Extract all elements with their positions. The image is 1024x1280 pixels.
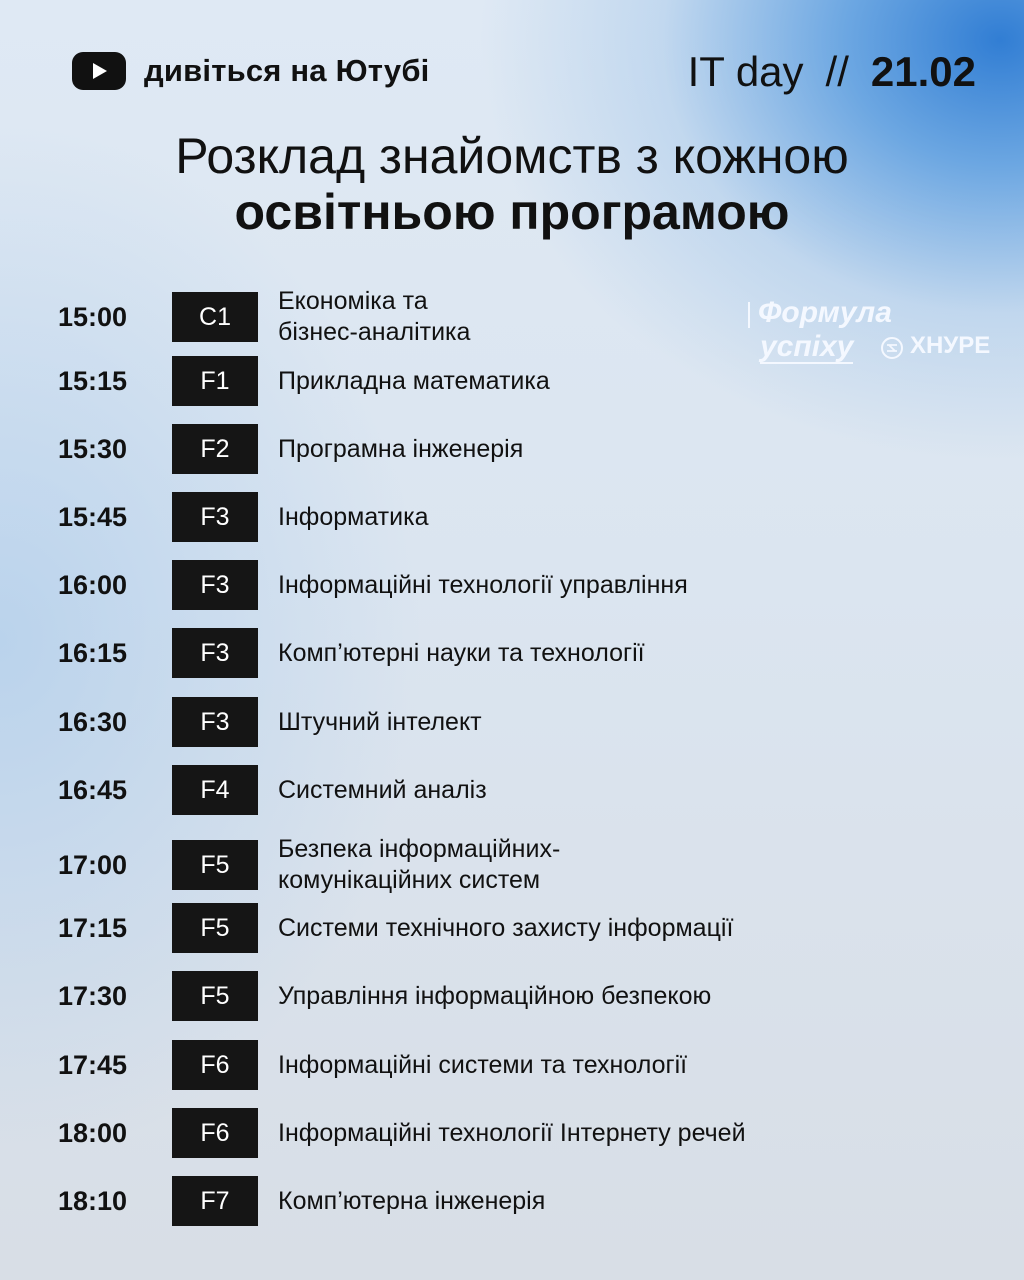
- schedule-time: 16:30: [58, 706, 128, 737]
- schedule-time: 15:00: [58, 301, 128, 332]
- schedule-time: 17:30: [58, 980, 128, 1011]
- schedule-time: 18:00: [58, 1117, 128, 1148]
- schedule-row: [58, 628, 958, 678]
- program-name-line: Прикладна математика: [278, 366, 550, 395]
- program-name-line: Інформаційні системи та технології: [278, 1050, 688, 1079]
- page-title: [0, 128, 1024, 240]
- schedule-time: 16:00: [58, 569, 128, 600]
- program-code-badge: F2: [172, 424, 258, 474]
- title-line-1: Розклад знайомств з кожною: [175, 128, 849, 184]
- schedule-time: 15:30: [58, 433, 128, 464]
- program-name: [278, 707, 482, 738]
- logo-word-2: успіху: [760, 330, 854, 363]
- program-name: [278, 502, 428, 533]
- program-name: [278, 1050, 687, 1081]
- schedule-row: [58, 356, 958, 406]
- schedule-row: [58, 834, 958, 896]
- program-name-line: Комп’ютерна інженерія: [278, 1186, 546, 1215]
- schedule-row: [58, 1108, 958, 1158]
- program-name: [278, 366, 550, 397]
- program-name-line: Інформатика: [278, 502, 429, 531]
- program-code-badge: C1: [172, 292, 258, 342]
- schedule-time: 17:15: [58, 912, 128, 943]
- program-name-line: Інформаційні технології Інтернету речей: [278, 1118, 746, 1147]
- program-name-line: Програмна інженерія: [278, 434, 524, 463]
- program-name: [278, 638, 645, 669]
- program-name: [278, 286, 470, 348]
- schedule-time: 17:45: [58, 1049, 128, 1080]
- schedule-row: [58, 903, 958, 953]
- program-name-line: Управління інформаційною безпекою: [278, 981, 712, 1010]
- schedule-row: [58, 971, 958, 1021]
- schedule-row: [58, 560, 958, 610]
- program-code-badge: F6: [172, 1040, 258, 1090]
- event-date: 21.02: [870, 48, 976, 95]
- logo-university: ХНУРЕ: [910, 332, 991, 359]
- event-separator: //: [825, 48, 849, 95]
- schedule-row: [58, 1040, 958, 1090]
- program-name-line: Штучний інтелект: [278, 707, 482, 736]
- program-code-badge: F1: [172, 356, 258, 406]
- program-name: [278, 570, 688, 601]
- schedule-row: [58, 697, 958, 747]
- program-code-badge: F5: [172, 903, 258, 953]
- program-code-badge: F3: [172, 560, 258, 610]
- schedule-row: [58, 492, 958, 542]
- program-name: [278, 775, 487, 806]
- youtube-icon: [72, 52, 126, 90]
- schedule-time: 16:45: [58, 774, 128, 805]
- program-code-badge: F6: [172, 1108, 258, 1158]
- program-code-badge: F3: [172, 628, 258, 678]
- program-code-badge: F4: [172, 765, 258, 815]
- event-name: IT day: [687, 48, 804, 95]
- program-name: [278, 434, 523, 465]
- program-name-line: Безпека інформаційних-: [278, 835, 561, 863]
- program-code-badge: F5: [172, 840, 258, 890]
- program-name-line: комунікаційних систем: [278, 866, 541, 894]
- program-name-line: Системний аналіз: [278, 775, 487, 804]
- program-name: [278, 834, 560, 896]
- schedule-time: 18:10: [58, 1185, 128, 1216]
- program-name-line: Економіка та: [278, 287, 428, 315]
- program-code-badge: F5: [172, 971, 258, 1021]
- schedule-time: 15:45: [58, 501, 128, 532]
- event-header: [688, 48, 976, 96]
- program-code-badge: F3: [172, 697, 258, 747]
- program-name: [278, 981, 711, 1012]
- program-name: [278, 913, 733, 944]
- schedule-row: [58, 1176, 958, 1226]
- youtube-link[interactable]: [72, 52, 430, 90]
- youtube-label: дивіться на Ютубі: [144, 53, 430, 88]
- program-code-badge: F3: [172, 492, 258, 542]
- schedule-row: [58, 286, 958, 348]
- schedule-time: 17:00: [58, 849, 128, 880]
- schedule-time: 15:15: [58, 365, 128, 396]
- program-name-line: Комп’ютерні науки та технології: [278, 638, 645, 667]
- schedule-row: [58, 424, 958, 474]
- program-name-line: Інформаційні технології управління: [278, 570, 688, 599]
- program-name-line: Системи технічного захисту інформації: [278, 913, 734, 942]
- title-line-2: освітньою програмою: [234, 184, 790, 240]
- program-name-line: бізнес-аналітика: [278, 318, 471, 346]
- logo-word-1: Формула: [758, 296, 892, 329]
- program-name: [278, 1186, 545, 1217]
- program-code-badge: F7: [172, 1176, 258, 1226]
- program-name: [278, 1118, 746, 1149]
- schedule-row: [58, 765, 958, 815]
- schedule-time: 16:15: [58, 637, 128, 668]
